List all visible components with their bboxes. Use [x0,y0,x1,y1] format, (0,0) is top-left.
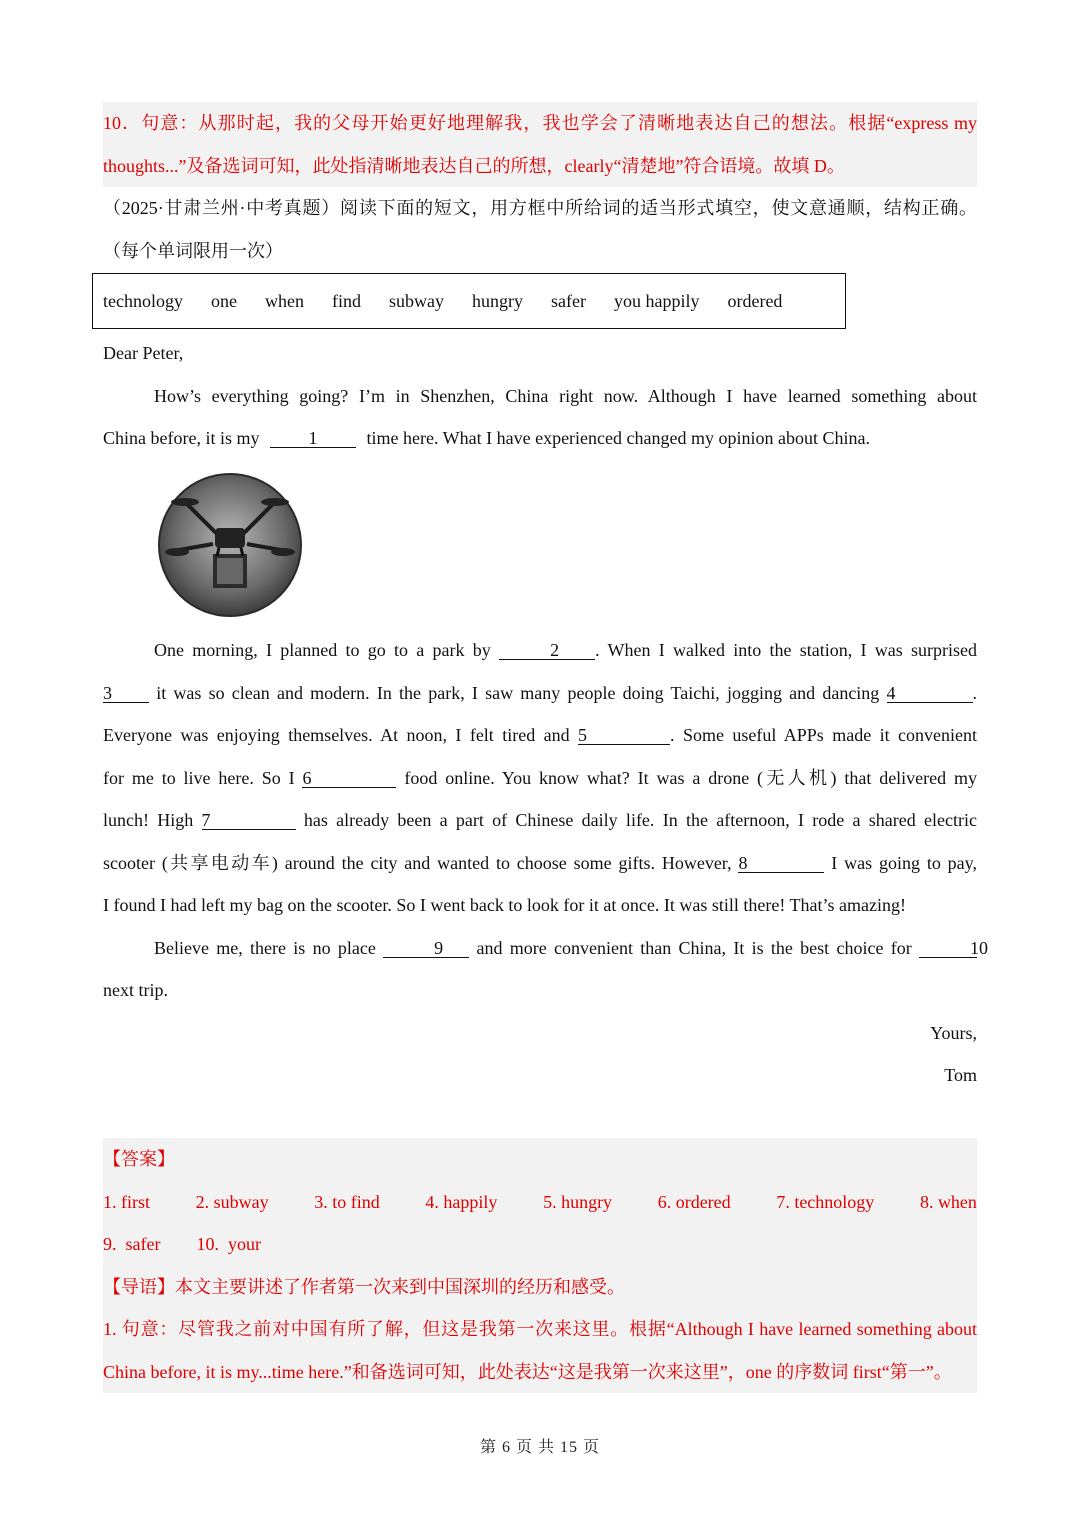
answer-item: 5. hungry [543,1191,613,1212]
explanation-line: China before, it is my...time here.”和备选词可知，此处表达“这是我第一次来这里”，one 的序数词 first“第一”。 [103,1361,952,1382]
explanation-line: 10．句意：从那时起，我的父母开始更好地理解我，我也学会了清晰地表达自己的想法。根据“express my [103,113,977,133]
word-option: technology [103,290,183,311]
blank-1[interactable]: 1 [270,429,356,448]
letter-line: How’s everything going? I’m in Shenzhen, China right now. Although I have learned something about [154,385,977,406]
explanation-line: thoughts...”及备选词可知，此处指清晰地表达自己的所想，clearly“清楚地”符合语境。故填 D。 [103,155,845,176]
answer-item: 3. to find [314,1191,380,1212]
answer-item: 4. happily [425,1191,498,1212]
drone-image [157,472,303,618]
letter-line: lunch! High 7 has already been a part of Chinese daily life. In the afternoon, I rode a shared electric [103,810,977,830]
answer-intro: 【导语】本文主要讲述了作者第一次来到中国深圳的经历和感受。 [103,1276,625,1297]
word-option: you happily [613,290,700,311]
answer-item: 1. first [103,1191,150,1212]
letter-part-1 [103,332,977,460]
explanation-line: 1. 句意：尽管我之前对中国有所了解，但这是我第一次来这里。根据“Although I have learned something about [103,1319,977,1339]
blank-5[interactable]: 5 [578,726,670,745]
letter-line: One morning, I planned to go to a park by 2 . When I walked into the station, I was surprised [154,640,978,660]
word-option: ordered [727,290,783,311]
letter-line: Everyone was enjoying themselves. At noon, I felt tired and 5 . Some useful APPs made it convenient [103,725,977,745]
word-option: safer [550,290,586,311]
answer-section [103,1138,977,1393]
word-option: subway [388,290,444,311]
letter-part-2 [103,629,989,1097]
blank-10[interactable]: 10 [919,939,977,958]
answer-item: 7. technology [776,1191,875,1212]
answer-item: 9. safer [103,1234,161,1254]
word-option: hungry [471,290,523,311]
letter-line: 3 it was so clean and modern. In the park, I saw many people doing Taichi, jogging and dancing 4 . [103,682,978,703]
answer-item: 2. subway [195,1191,269,1212]
question-instructions: （2025·甘肃兰州·中考真题）阅读下面的短文，用方框中所给词的适当形式填空，使文意通顺，结构正确。 [103,198,977,218]
answer-row [103,1181,977,1224]
answer-item: 6. ordered [657,1191,731,1212]
letter-line: I found I had left my bag on the scooter. So I went back to look for it at once. It was still there! That’s amazing! [103,895,906,915]
blank-9[interactable]: 9 [383,939,469,958]
previous-explanation [103,102,977,187]
word-option: one [210,290,237,311]
blank-2[interactable]: 2 [499,641,595,660]
letter-line: for me to live here. So I 6 food online. You know what? It was a drone (无人机) that delivered my [103,767,978,788]
letter-closing: Yours, [930,1022,977,1043]
blank-3[interactable]: 3 [103,684,149,703]
letter-line: next trip. [103,980,168,1000]
page-footer: 第 6 页 共 15 页 [479,1439,600,1456]
word-option: find [331,290,361,311]
word-option: when [264,290,304,311]
letter-line: Believe me, there is no place 9 and more convenient than China, It is the best choice for 10 [154,937,989,958]
answer-row [103,1223,977,1266]
blank-7[interactable]: 7 [202,811,296,830]
blank-8[interactable]: 8 [738,854,824,873]
word-box [92,273,846,329]
letter-greeting: Dear Peter, [103,343,184,363]
blank-4[interactable]: 4 [887,684,973,703]
letter-signature: Tom [944,1065,977,1085]
question-instructions-note: （每个单词限用一次） [103,240,283,261]
letter-line: scooter (共享电动车) around the city and wanted to choose some gifts. However, 8 I was going to pay, [103,852,978,873]
answer-heading: 【答案】 [103,1149,175,1169]
answer-item: 8. when [919,1191,977,1212]
blank-6[interactable]: 6 [302,769,396,788]
letter-line: China before, it is my 1 time here. What I have experienced changed my opinion about China. [103,428,870,448]
answer-item: 10. your [196,1234,261,1254]
